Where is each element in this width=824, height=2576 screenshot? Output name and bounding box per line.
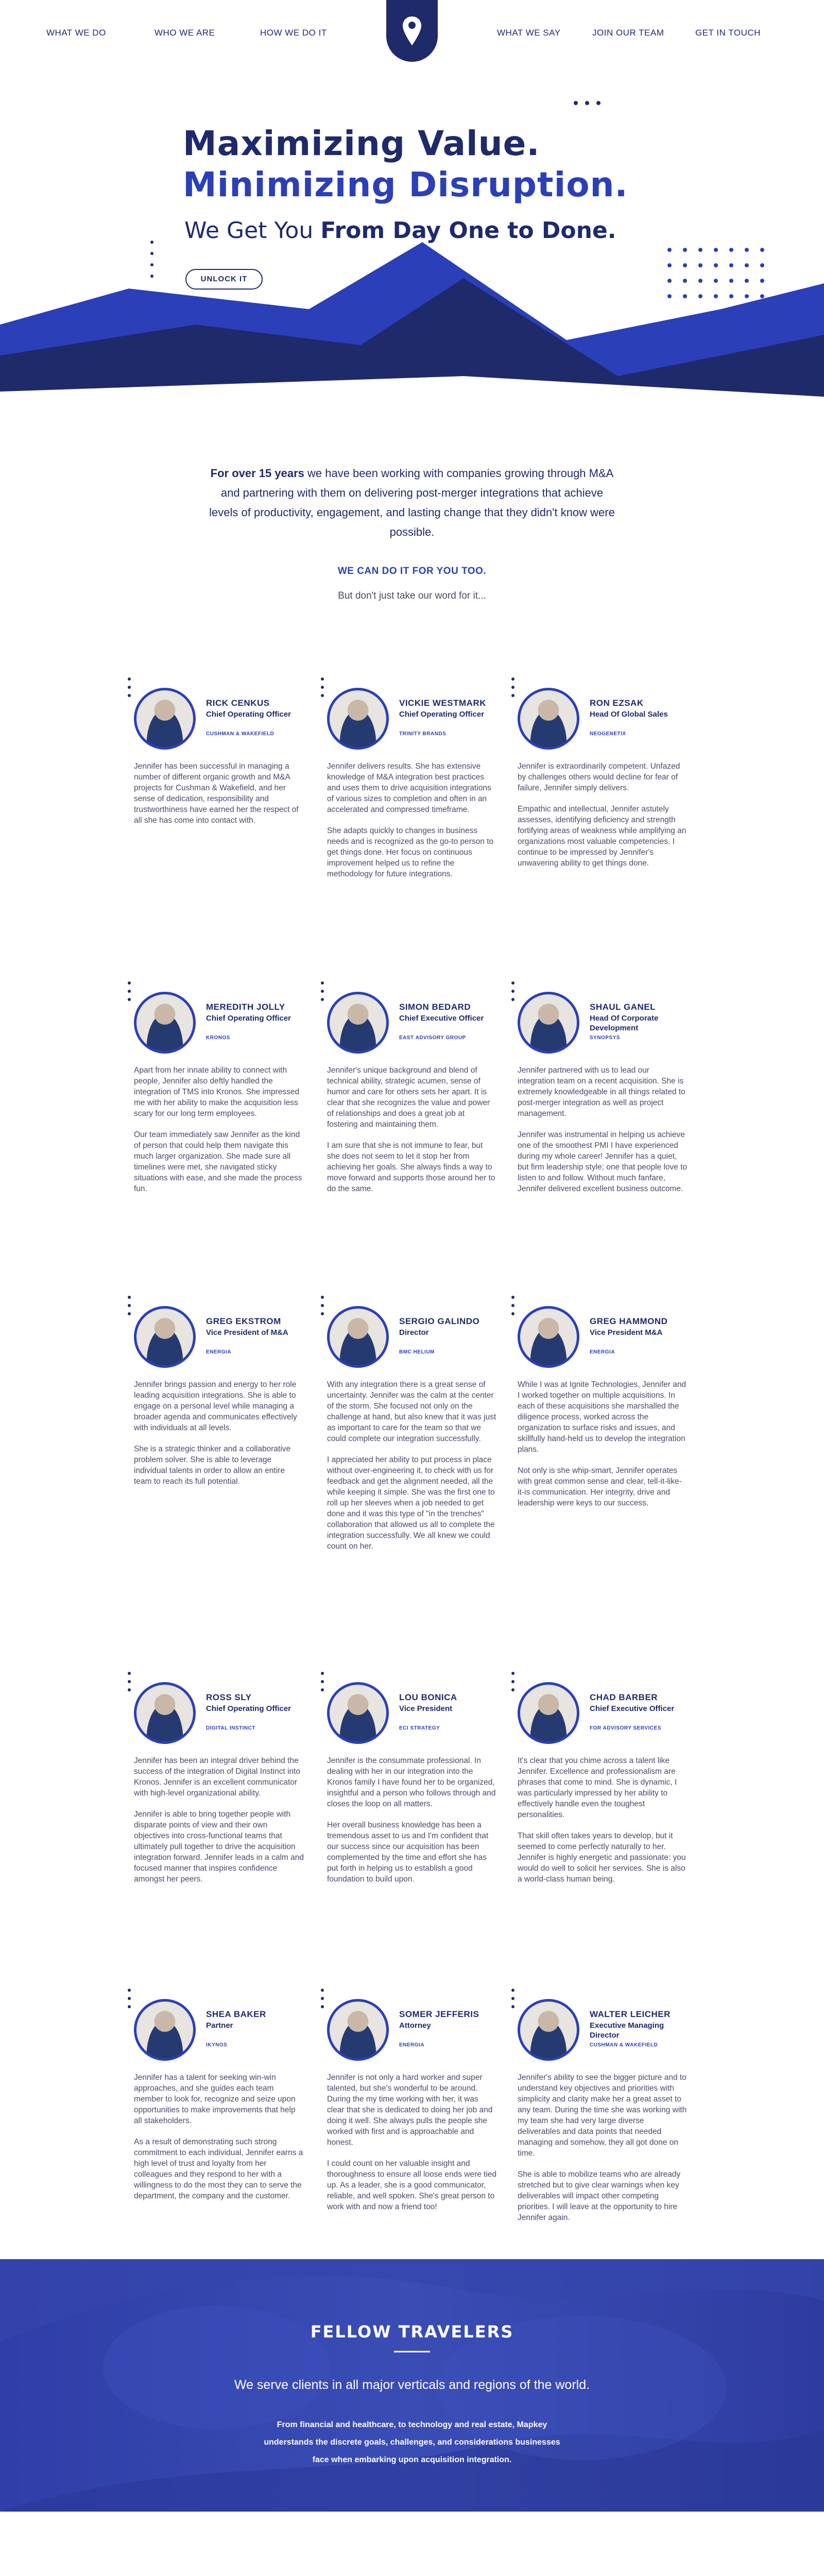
testimonial-name: SHAUL GANEL	[590, 1002, 656, 1012]
card-dots-decoration	[128, 1296, 132, 1320]
testimonial-paragraph: Not only is she whip-smart, Jennifer operates with great common sense and clear, tell-it-like-it-is communication. Her integrity, drive and leadership were keys to our success.	[518, 1466, 682, 1507]
testimonial-company: ECI STRATEGY	[399, 1725, 440, 1731]
testimonial-body	[518, 1065, 688, 1205]
testimonial-name: CHAD BARBER	[590, 1692, 658, 1702]
testimonial-name: SERGIO GALINDO	[399, 1316, 480, 1326]
testimonial-name: SHEA BAKER	[206, 2009, 266, 2019]
map-pin-logo-icon	[402, 15, 422, 46]
testimonial-company: DIGITAL INSTINCT	[206, 1725, 255, 1731]
testimonial-paragraph: Apart from her innate ability to connect with people, Jennifer also deftly handled the integration of TMS into Kronos. She impressed me with her ability to make the acquisition less scary for our long term employees.	[134, 1066, 300, 1118]
testimonial-body	[134, 761, 304, 836]
testimonial-company: ENERGIA	[399, 2042, 425, 2048]
testimonial-name: SIMON BEDARD	[399, 1002, 471, 1012]
intro-sub: But don't just take our word for it...	[338, 590, 486, 601]
testimonial-paragraph: She is a strategic thinker and a collaborative problem solver. She is able to leverage individual talents in order to allow an entire team to reach its full potential.	[134, 1445, 291, 1486]
card-dots-decoration	[321, 981, 325, 1006]
testimonial-paragraph: Jennifer brings passion and energy to her role leading acquisition integrations. She is able to engage on a personal level while managing a broader agenda and communicates effectively with individuals at all levels.	[134, 1380, 297, 1432]
title-divider	[394, 2351, 430, 2352]
testimonial-company: SYNOPSYS	[590, 1035, 621, 1041]
testimonial-role: Executive Managing Director	[590, 2021, 664, 2040]
testimonial-role: Attorney	[399, 2021, 431, 2030]
testimonial-name: RICK CENKUS	[206, 698, 270, 708]
unlock-it-button[interactable]: UNLOCK IT	[185, 269, 263, 290]
testimonial-body	[134, 2072, 304, 2212]
avatar	[327, 1682, 389, 1744]
testimonial-body	[518, 1755, 688, 1895]
testimonial-paragraph: Jennifer has been successful in managing a number of different organic growth and M&A projects for Cushman & Wakefield, and her sense of dedication, responsibility and trustworthiness have earned her the respect of all she has come into contact with.	[134, 762, 299, 825]
testimonial-company: CUSHMAN & WAKEFIELD	[206, 731, 274, 737]
testimonial-role: Vice President of M&A	[206, 1328, 288, 1337]
testimonial-company: KRONOS	[206, 1035, 230, 1041]
testimonial-role: Chief Executive Officer	[590, 1704, 675, 1713]
card-dots-decoration	[511, 981, 516, 1006]
testimonial-body	[327, 761, 497, 890]
testimonial-company: BMC HELIUM	[399, 1349, 435, 1355]
testimonial-paragraph: Jennifer is not only a hard worker and super talented, but she's wonderful to be around. During the my time working with her, it was clear that she is dedicated to doing her job and doing it well. She always pulls the people she worked with first and is approachable and honest.	[327, 2073, 493, 2147]
card-dots-decoration	[511, 1989, 516, 2013]
fellow-travelers-title: FELLOW TRAVELERS	[310, 2322, 514, 2342]
testimonial-name: RON EZSAK	[590, 698, 644, 708]
nav-what-we-do[interactable]: WHAT WE DO	[46, 28, 106, 38]
testimonial-paragraph: Jennifer was instrumental in helping us achieve one of the smoothest PMI I have experienced during my whole career! Jennifer has a quiet, but firm leadership style; one that people love to listen to and follow. Without much fanfare, Jennifer delivered excellent business outcome.	[518, 1130, 688, 1193]
testimonial-name: ROSS SLY	[206, 1692, 252, 1702]
testimonial-role: Vice President	[399, 1704, 453, 1713]
testimonial-paragraph: She is able to mobilize teams who are already stretched but to give clear warnings when key deliverables will impact other competing priorities. I will leave at the opportunity to hire Jennifer again.	[518, 2170, 681, 2222]
testimonial-company: NEOGENETIX	[590, 731, 626, 737]
avatar	[327, 688, 389, 750]
hero-mountain-graphic	[0, 222, 824, 412]
testimonial-name: GREG HAMMOND	[590, 1316, 668, 1326]
testimonial-paragraph: Jennifer has been an integral driver behind the success of the integration of Digital Instinct into Kronos. Jennifer is an excellent communicator with high-level organizational ability.	[134, 1756, 301, 1798]
testimonial-company: IKYNOS	[206, 2042, 228, 2048]
avatar	[327, 992, 389, 1054]
testimonial-name: LOU BONICA	[399, 1692, 457, 1702]
testimonial-role: Chief Operating Officer	[206, 710, 291, 719]
testimonial-body	[134, 1755, 304, 1895]
intro-section	[206, 464, 618, 602]
testimonial-paragraph: It's clear that you chime across a talent like Jennifer. Excellence and professionalism are phrases that come to mind. She is dynamic, I was particularly impressed by her ability to effectively handle even the toughest personalities.	[518, 1756, 677, 1819]
testimonial-role: Partner	[206, 2021, 233, 2030]
avatar	[134, 1999, 196, 2061]
avatar	[518, 992, 579, 1054]
testimonial-paragraph: Jennifer's unique background and blend of technical ability, strategic acumen, sense of humor and care for others sets her apart. It is clear that she recognizes the value and power of relationships and does a great job at fostering and maintaining them.	[327, 1066, 490, 1129]
testimonial-company: CUSHMAN & WAKEFIELD	[590, 2042, 658, 2048]
testimonial-body	[518, 761, 688, 879]
testimonial-paragraph: Jennifer is the consummate professional. In dealing with her in our integration into the Kronos family I have found her to be organized, insightful and a person who follows through and closes the loop on all matters.	[327, 1756, 496, 1808]
avatar	[134, 1682, 196, 1744]
testimonial-company: ENERGIA	[590, 1349, 615, 1355]
testimonial-paragraph: I am sure that she is not immune to fear, but she does not seem to let it stop her from achieving her goals. She always finds a way to move forward and supports those around her to do the same.	[327, 1141, 495, 1193]
testimonial-paragraph: Jennifer has a talent for seeking win-win approaches, and she guides each team member to look for, recognize and seize upon opportunities to make improvements that help all stakeholders.	[134, 2073, 296, 2125]
testimonial-role: Head Of Global Sales	[590, 710, 668, 719]
card-dots-decoration	[321, 1672, 325, 1697]
avatar	[134, 992, 196, 1054]
testimonial-body	[518, 1379, 688, 1519]
nav-how-we-do-it[interactable]: HOW WE DO IT	[260, 28, 327, 38]
card-dots-decoration	[321, 677, 325, 702]
avatar	[518, 1682, 579, 1744]
avatar	[327, 1306, 389, 1368]
testimonial-body	[327, 2072, 497, 2223]
fellow-travelers-p1: We serve clients in all major verticals and regions of the world.	[234, 2378, 590, 2392]
testimonial-body	[134, 1065, 304, 1205]
testimonial-body	[518, 2072, 688, 2233]
hero-line-1: Maximizing Value.	[183, 124, 540, 163]
testimonial-paragraph: I appreciated her ability to put process in place without over-engineering it, to check with us for feedback and get the alignment needed, all the while keeping it simple. She was the first one to roll up her sleeves when a job needed to get done and it was this type of "in the trenches" collaboration that allowed us all to complete the integration successfully. We all knew we could count on her.	[327, 1455, 495, 1551]
contact-section	[0, 2571, 824, 2576]
testimonial-paragraph: Jennifer delivers results. She has extensive knowledge of M&A integration best practices and uses them to drive acquisition integrations of various sizes to completion and often in an accelerated and compressed timeframe.	[327, 762, 491, 814]
testimonial-company: TRINITY BRANDS	[399, 731, 447, 737]
avatar	[327, 1999, 389, 2061]
testimonial-role: Vice President M&A	[590, 1328, 663, 1337]
hero-section	[0, 67, 824, 412]
avatar	[518, 1999, 579, 2061]
intro-cta: WE CAN DO IT FOR YOU TOO.	[337, 566, 487, 577]
fellow-travelers-p2: From financial and healthcare, to technology and real estate, Mapkey understands the discrete goals, challenges, and considerations businesses face when embarking upon acquisition integration.	[264, 2420, 560, 2464]
testimonial-company: ENERGIA	[206, 1349, 232, 1355]
testimonial-name: MEREDITH JOLLY	[206, 1002, 285, 1012]
testimonial-paragraph: Jennifer is extraordinarily competent. Unfazed by challenges others would decline for fear of failure, Jennifer simply delivers.	[518, 762, 680, 792]
testimonial-name: GREG EKSTROM	[206, 1316, 281, 1326]
testimonial-paragraph: Jennifer's ability to see the bigger picture and to understand key objectives and priorities with simplicity and clarity make her a great asset to any team. During the time she was working with my team she had very large diverse deliverables and data points that needed managing and somehow, they all got done on time.	[518, 2073, 687, 2158]
avatar	[134, 688, 196, 750]
card-dots-decoration	[128, 1672, 132, 1697]
testimonial-paragraph: That skill often takes years to develop, but it seemed to come perfectly naturally to her. Jennifer is highly energetic and passionate: you would do well to solicit her services. She is also a world-class human being.	[518, 1832, 686, 1884]
testimonial-paragraph: With any integration there is a great sense of uncertainty. Jennifer was the calm at the center of the storm. She focused not only on the challenge at hand, but also knew that it was just as important to care for the team so that we could complete our integration successfully.	[327, 1380, 496, 1443]
top-nav	[0, 0, 824, 67]
card-dots-decoration	[128, 1989, 132, 2013]
card-dots-decoration	[511, 1296, 516, 1320]
testimonial-name: VICKIE WESTMARK	[399, 698, 486, 708]
testimonial-paragraph: As a result of demonstrating such strong commitment to each individual, Jennifer earns a high level of trust and loyalty from her colleagues and they respond to her with a willingness to do the most they can to serve the department, the company and the customer.	[134, 2138, 303, 2200]
testimonial-role: Director	[399, 1328, 429, 1337]
intro-lead: For over 15 years we have been working with companies growing through M&A and partnering with them on delivering post-merger integrations that achieve levels of productivity, engagement, and lasting change that they didn't know were possible.	[209, 467, 615, 538]
fellow-travelers-section	[0, 2259, 824, 2512]
avatar	[518, 1306, 579, 1368]
testimonial-paragraph: She adapts quickly to changes in business needs and is recognized as the go-to person to get things done. Her focus on continuous improvement helped us to refine the methodology for future integrations.	[327, 826, 494, 878]
testimonial-paragraph: Her overall business knowledge has been a tremendous asset to us and I'm confident that our success since our acquisition has been complemented by the time and effort she has put forth in helping us to establish a good foundation to build upon.	[327, 1821, 489, 1884]
hero-line-3: We Get You From Day One to Done.	[184, 217, 616, 244]
card-dots-decoration	[128, 677, 132, 702]
testimonial-company: FOR ADVISORY SERVICES	[590, 1725, 661, 1731]
testimonial-role: Chief Executive Officer	[399, 1014, 484, 1023]
testimonial-paragraph: Our team immediately saw Jennifer as the kind of person that could help them navigate this much larger organization. She made sure all timelines were met, she navigated sticky situations with ease, and she made the process fun.	[134, 1130, 302, 1193]
testimonial-paragraph: I could count on her valuable insight and thoroughness to ensure all loose ends were tied up. As a leader, she is a good communicator, reliable, and well spoken. She's great person to work with and now a friend too!	[327, 2159, 497, 2211]
nav-who-we-are[interactable]: WHO WE ARE	[154, 28, 215, 38]
card-dots-decoration	[321, 1989, 325, 2013]
testimonial-role: Head Of Corporate Development	[590, 1014, 659, 1032]
hero-line-2: Minimizing Disruption.	[183, 165, 628, 205]
testimonial-body	[134, 1379, 304, 1497]
nav-what-we-say[interactable]: WHAT WE SAY	[497, 28, 561, 38]
testimonial-role: Chief Operating Officer	[399, 710, 485, 719]
testimonial-name: SOMER JEFFERIS	[399, 2009, 479, 2019]
avatar	[134, 1306, 196, 1368]
nav-get-in-touch[interactable]: GET IN TOUCH	[695, 28, 761, 38]
card-dots-decoration	[321, 1296, 325, 1320]
card-dots-decoration	[511, 677, 516, 702]
avatar	[518, 688, 579, 750]
testimonial-paragraph: Jennifer is able to bring together people with disparate points of view and their own objectives into cross-functional teams that ultimately pull together to drive the acquisition integration forward. Jennifer leads in a calm and focused manner that inspires confidence amongst her peers.	[134, 1810, 304, 1884]
card-dots-decoration	[511, 1672, 516, 1697]
testimonial-name: WALTER LEICHER	[590, 2009, 671, 2019]
testimonial-role: Chief Operating Officer	[206, 1704, 291, 1713]
testimonial-paragraph: While I was at Ignite Technologies, Jennifer and I worked together on multiple acquisitions. In each of these acquisitions she marshalled the diligence process, worked across the organization to surface risks and issues, and skillfully hand-held us to develop the integration plans.	[518, 1380, 686, 1454]
logo-badge[interactable]	[386, 0, 438, 62]
testimonial-paragraph: Jennifer partnered with us to lead our integration team on a recent acquisition. She is extremely knowledgeable in all things related to post-merger integration as well as project management.	[518, 1066, 685, 1118]
testimonial-role: Chief Operating Officer	[206, 1014, 291, 1023]
nav-join-our-team[interactable]: JOIN OUR TEAM	[592, 28, 664, 38]
testimonial-body	[327, 1379, 497, 1562]
testimonial-company: EAST ADVISORY GROUP	[399, 1035, 466, 1041]
testimonial-paragraph: Empathic and intellectual, Jennifer astutely assesses, identifying deficiency and strength fortifying areas of weakness while amplifying an organizations most valuable competencies. I continue to be impressed by Jennifer's unwavering ability to get things done.	[518, 805, 686, 868]
testimonial-body	[327, 1755, 497, 1895]
testimonial-body	[327, 1065, 497, 1205]
card-dots-decoration	[128, 981, 132, 1006]
